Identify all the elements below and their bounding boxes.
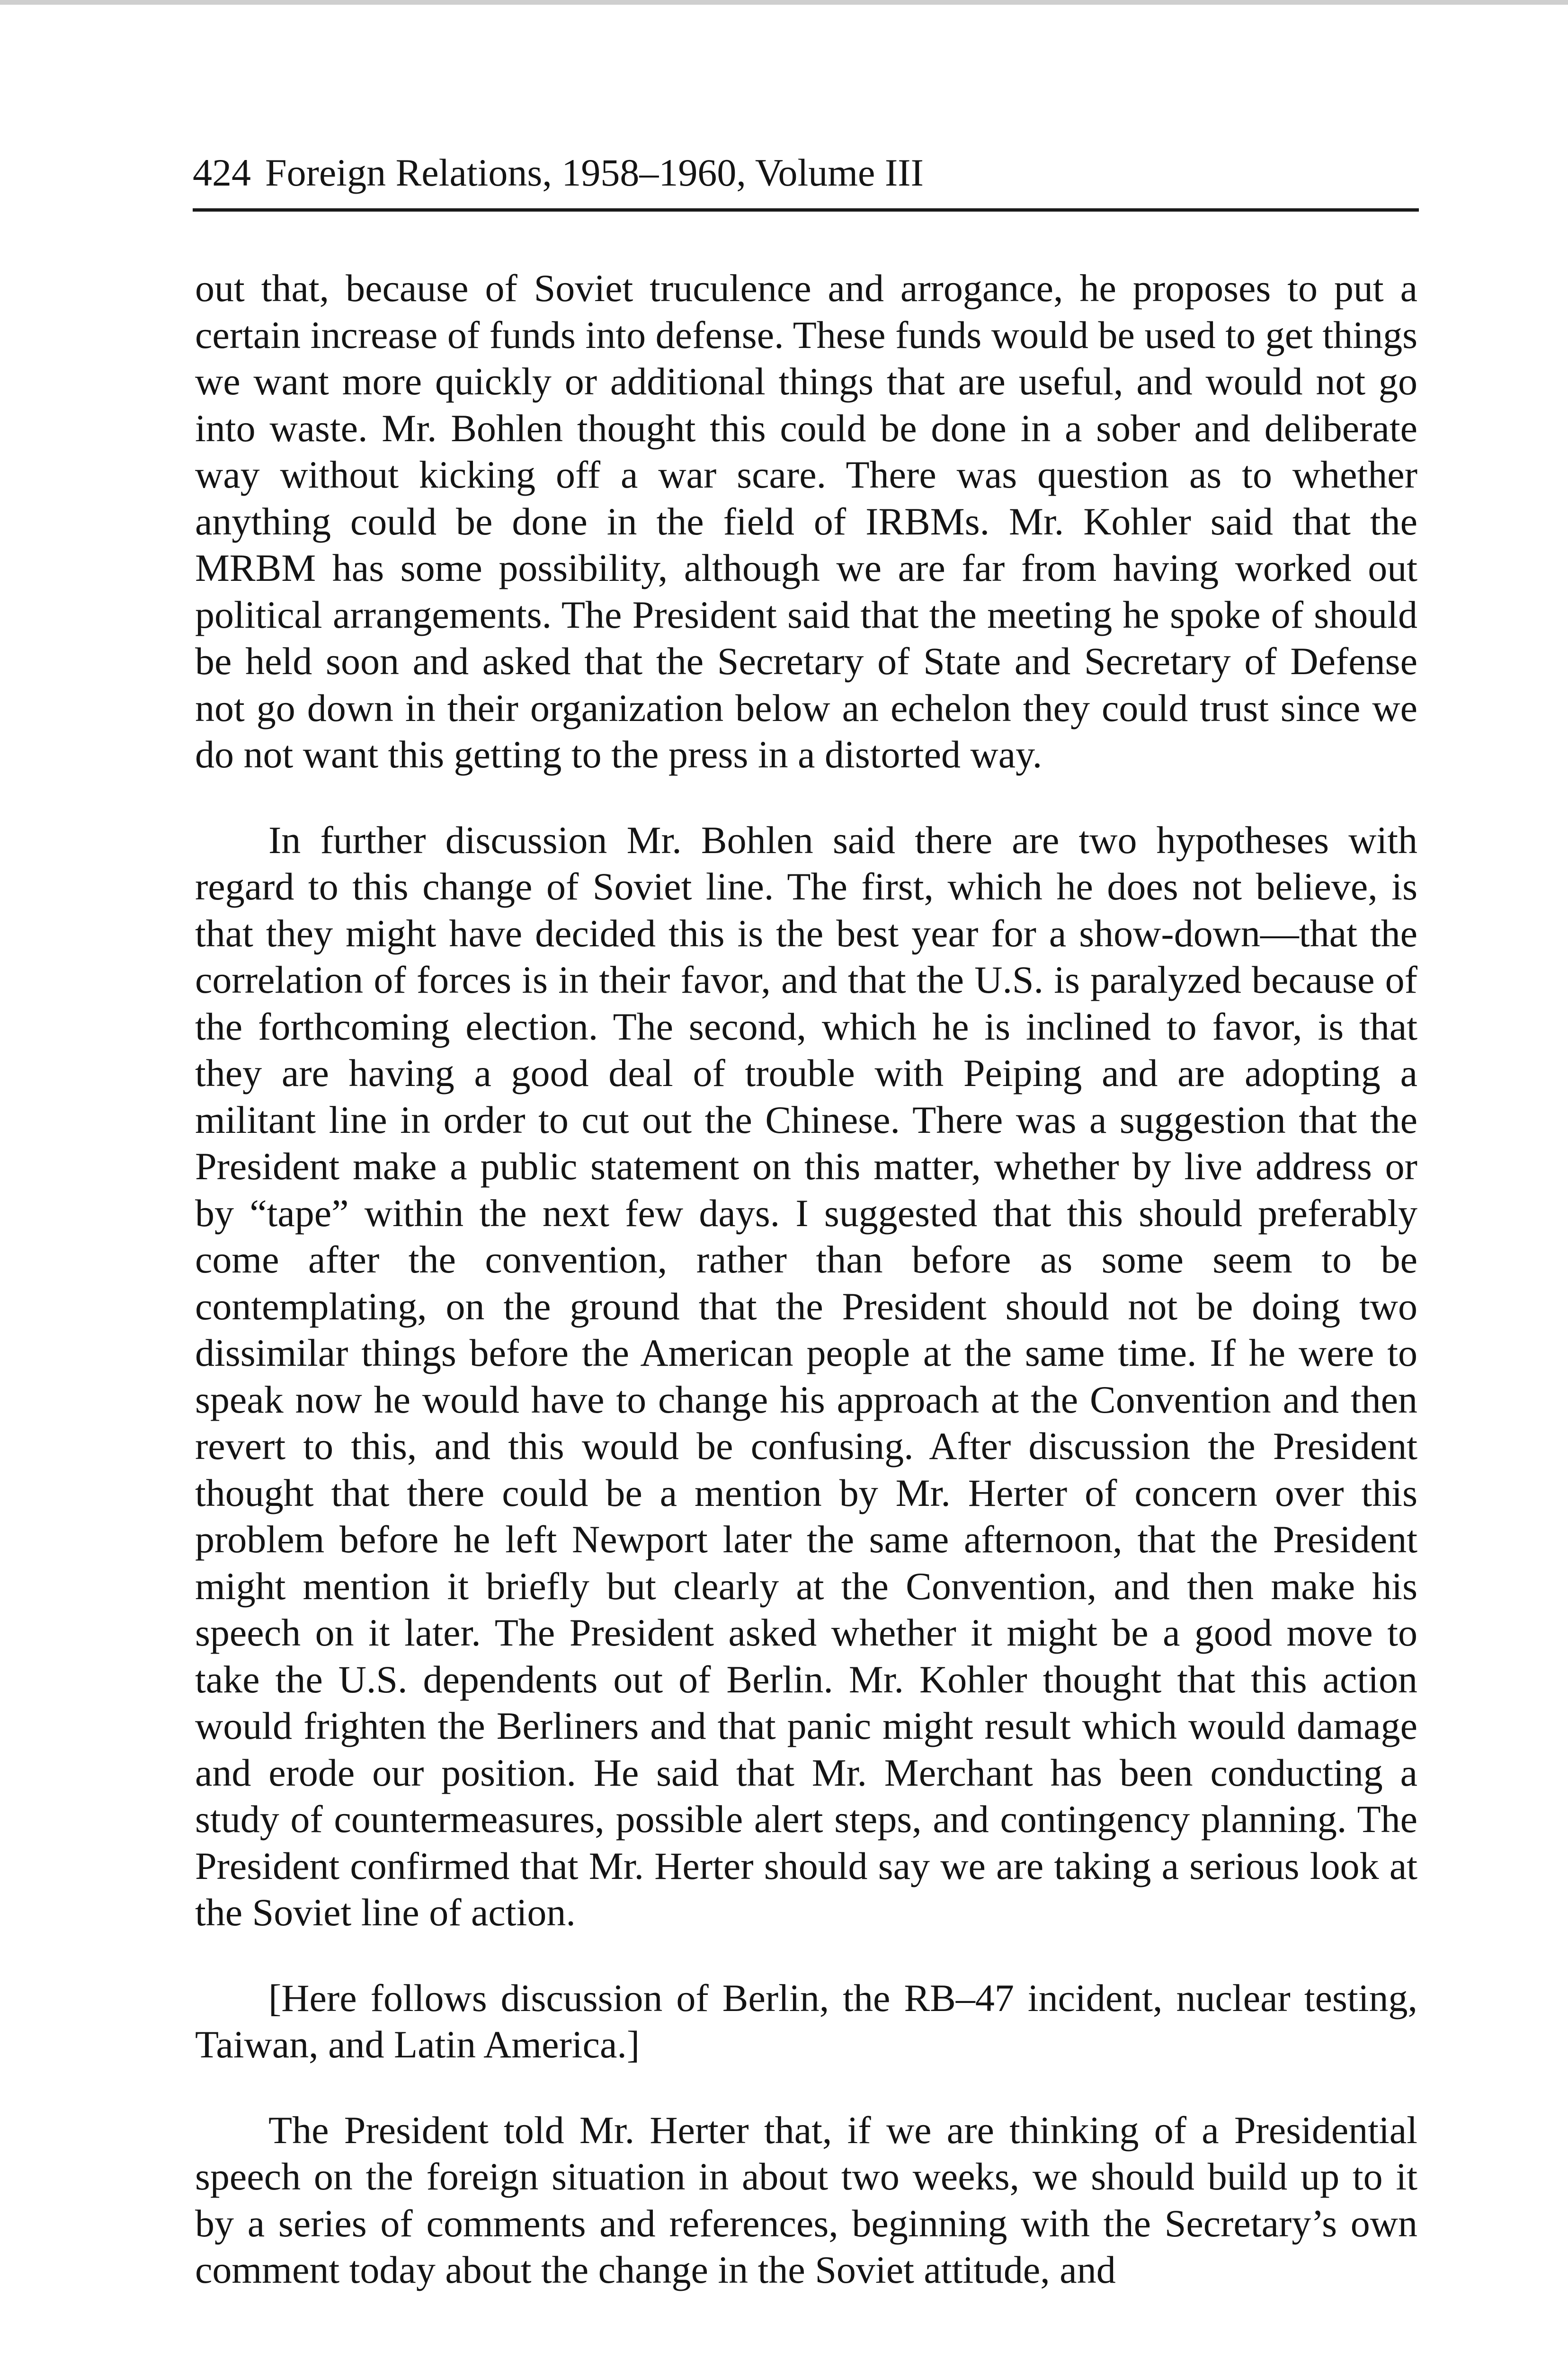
scan-edge xyxy=(0,0,1568,5)
editorial-note: [Here follows discussion of Berlin, the RB–47 incident, nuclear testing, Taiwan, and Latin America.] xyxy=(195,1976,1417,2066)
paragraph-bohlen-hypotheses: In further discussion Mr. Bohlen said there are two hypotheses with regard to this change of Soviet line. The first, which he does not believe, is that they might have decided this is the best year for a show-down—that the correlation of forces is in their favor, and that the U.S. is paralyzed because of the forthcoming election. The second, which he is inclined to favor, is that they are having a good deal of trouble with Peiping and are adopting a militant line in order to cut out the Chinese. There was a suggestion that the President make a public statement on this matter, whether by live address or by “tape” within the next few days. I suggested that this should preferably come after the convention, rather than before as some seem to be contemplating, on the ground that the President should not be doing two dissimilar things before the American people at the same time. If he were to speak now he would have to change his approach at the Convention and then revert to this, and this would be confusing. After discussion the President thought that there could be a mention by Mr. Herter of concern over this problem before he left Newport later the same afternoon, that the President might mention it briefly but clearly at the Convention, and then make his speech on it later. The President asked whether it might be a good move to take the U.S. dependents out of Berlin. Mr. Kohler thought that this action would frighten the Berliners and that panic might result which would damage and erode our position. He said that Mr. Merchant has been conducting a study of countermeasures, possible alert steps, and contingency planning. The President confirmed that Mr. Herter should say we are taking a serious look at the Soviet line of action. xyxy=(195,818,1417,1934)
page-number: 424 xyxy=(193,151,251,194)
paragraph-continuation: out that, because of Soviet truculence and arrogance, he proposes to put a certain increase of funds into defense. These funds would be used to get things we want more quickly or additional things that are useful, and would not go into waste. Mr. Bohlen thought this could be done in a sober and deliberate way without kicking off a war scare. There was question as to whether anything could be done in the field of IRBMs. Mr. Kohler said that the MRBM has some possibility, although we are far from having worked out political arrangements. The President said that the meeting he spoke of should be held soon and asked that the Secretary of State and Secretary of Defense not go down in their organization below an echelon they could trust since we do not want this getting to the press in a distorted way. xyxy=(195,267,1417,776)
document-body xyxy=(195,265,1417,2332)
paragraph-presidential-speech: The President told Mr. Herter that, if we are thinking of a Presidential speech on the foreign situation in about two weeks, we should build up to it by a series of comments and references, beginning with the Secretary’s own comment today about the change in the Soviet attitude, and xyxy=(195,2108,1417,2291)
page-header xyxy=(193,147,1419,212)
running-title: Foreign Relations, 1958–1960, Volume III xyxy=(265,151,924,194)
